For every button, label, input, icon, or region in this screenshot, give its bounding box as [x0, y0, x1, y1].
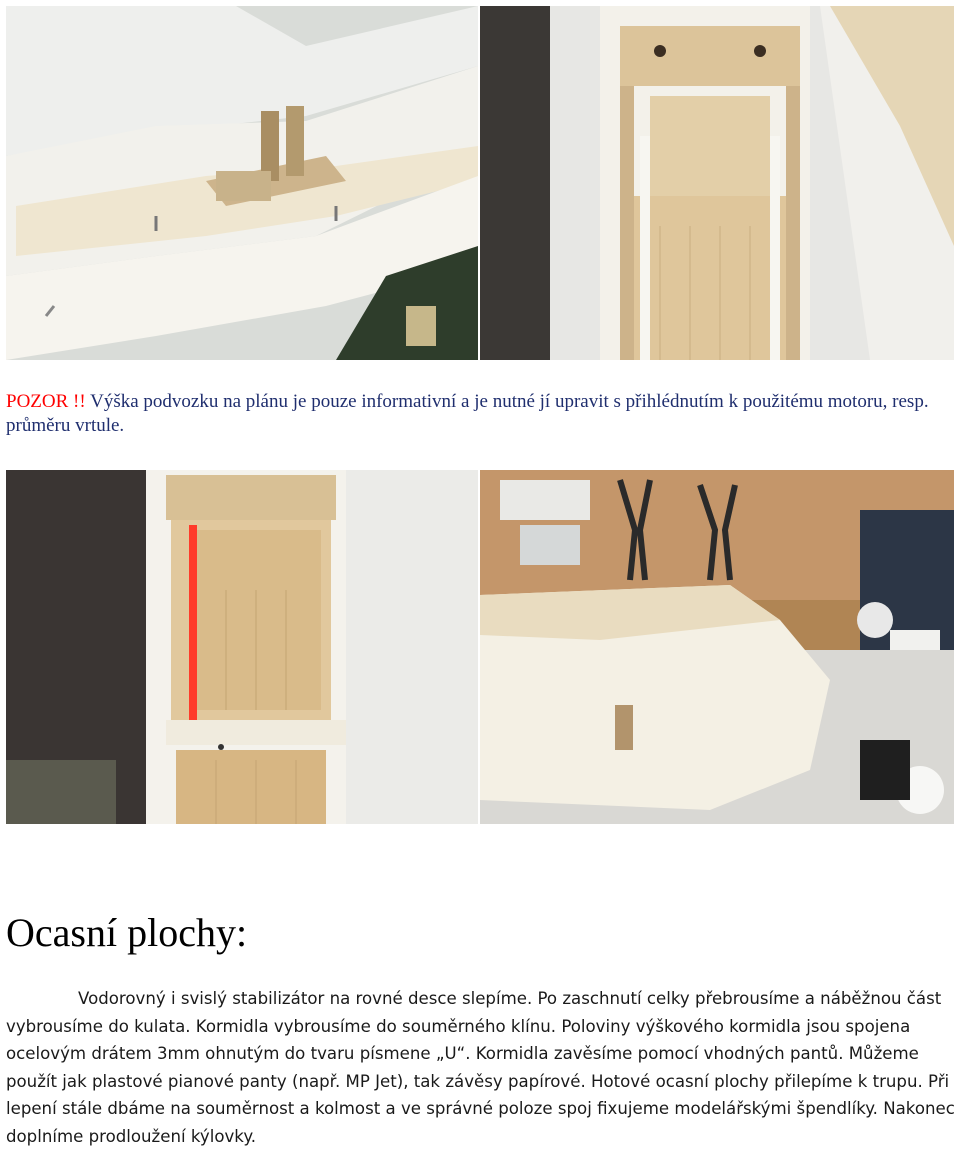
warning-text: Výška podvozku na plánu je pouze informativní a je nutné jí upravit s přihlédnutím k použitému motoru, resp. průměru vrtule. [6, 391, 929, 436]
photo-fuselage-sides [6, 6, 478, 360]
section-title: Ocasní plochy: [6, 910, 248, 955]
photo-stabilizer-workshop [480, 470, 954, 824]
section-paragraph: Vodorovný i svislý stabilizátor na rovné desce slepíme. Po zaschnutí celky přebrousíme a náběžnou část vybrousíme do kulata. Kormidla vybrousíme do souměrného klínu. Poloviny výškového kormidla jsou spojena ocelovým drátem 3mm ohnutým do tvaru písmene „U“. Kormidla zavěsíme pomocí vhodných pantů. Můžeme použít jak plastové pianové panty (např. MP Jet), tak závěsy papírové. Hotové ocasní plochy přilepíme k trupu. Při lepení stále dbáme na souměrnost a kolmost a ve správné poloze spoj fixujeme modelářskými špendlíky. Nakonec doplníme prodloužení kýlovky. [6, 989, 955, 1146]
photo-fuselage-interior [6, 470, 478, 824]
warning-note [6, 390, 950, 438]
photo-fuselage-box-top [480, 6, 954, 360]
warning-prefix: POZOR !! [6, 391, 86, 412]
